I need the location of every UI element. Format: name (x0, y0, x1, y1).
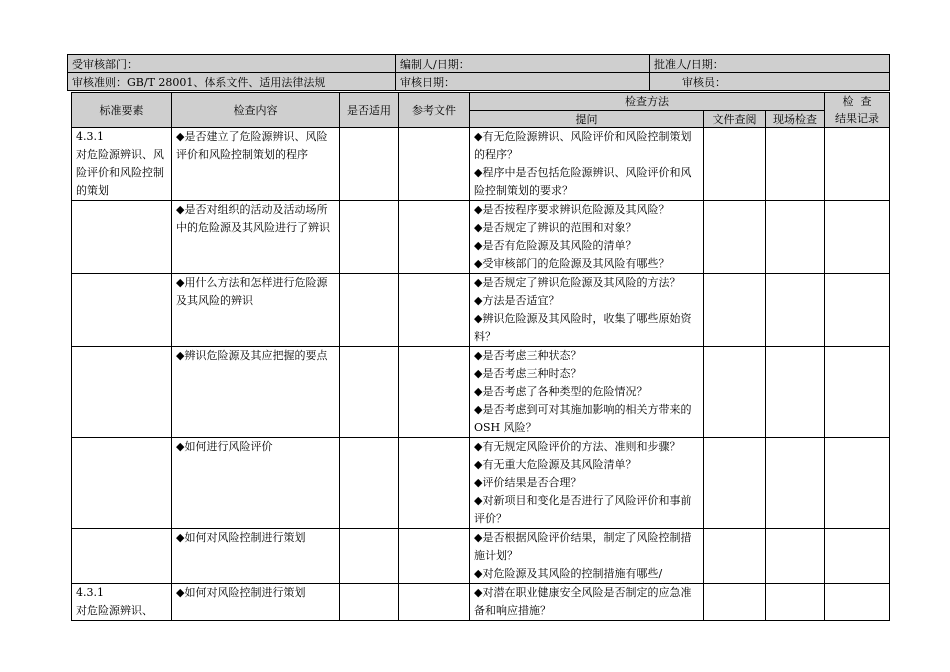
question-cell (470, 438, 704, 529)
site-check-cell (766, 201, 825, 274)
question-item: ◆对潜在职业健康安全风险是否制定的应急准备和响应措施？ (474, 586, 692, 617)
approver-date-label: 批准人/日期： (650, 55, 890, 73)
reference-cell (399, 438, 470, 529)
content-cell: ◆辨识危险源及其应把握的要点 (172, 347, 340, 438)
table-row (72, 274, 890, 347)
header-row-1 (68, 55, 890, 73)
table-row (72, 128, 890, 201)
content-cell: ◆用什么方法和怎样进行危险源及其风险的辨识 (172, 274, 340, 347)
result-cell (825, 274, 890, 347)
content-cell: ◆是否对组织的活动及活动场所中的危险源及其风险进行了辨识 (172, 201, 340, 274)
col-doc-review: 文件查阅 (704, 110, 766, 128)
col-applicable: 是否适用 (340, 93, 399, 128)
doc-review-cell (704, 584, 766, 621)
question-item: ◆是否考虑到可对其施加影响的相关方带来的 OSH 风险？ (474, 403, 692, 434)
dept-label: 受审核部门： (68, 55, 396, 73)
question-cell (470, 274, 704, 347)
site-check-cell (766, 529, 825, 584)
doc-review-cell (704, 529, 766, 584)
audit-date-label: 审核日期： (396, 73, 650, 91)
doc-review-cell (704, 438, 766, 529)
element-cell (72, 347, 172, 438)
site-check-cell (766, 274, 825, 347)
element-cell (72, 529, 172, 584)
question-item: ◆方法是否适宜？ (474, 294, 560, 307)
col-content: 检查内容 (172, 93, 340, 128)
element-name: 对危险源辨识、 (76, 604, 153, 617)
applicable-cell (340, 438, 399, 529)
audit-checklist-table (71, 92, 890, 621)
table-row (72, 201, 890, 274)
question-item: ◆是否考虑了各种类型的危险情况？ (474, 385, 648, 398)
question-cell (470, 529, 704, 584)
question-item: ◆是否根据风险评价结果，制定了风险控制措施计划？ (474, 531, 692, 562)
col-result-line2: 结果记录 (835, 112, 880, 125)
applicable-cell (340, 529, 399, 584)
applicable-cell (340, 128, 399, 201)
applicable-cell (340, 584, 399, 621)
question-item: ◆是否考虑三种时态？ (474, 367, 582, 380)
col-element: 标准要素 (72, 93, 172, 128)
question-item: ◆是否规定了辨识危险源及其风险的方法？ (474, 276, 681, 289)
content-cell: ◆如何进行风险评价 (172, 438, 340, 529)
table-row (72, 438, 890, 529)
editor-date-label: 编制人/日期： (396, 55, 650, 73)
reference-cell (399, 584, 470, 621)
element-cell (72, 201, 172, 274)
site-check-cell (766, 347, 825, 438)
result-cell (825, 438, 890, 529)
table-row (72, 529, 890, 584)
site-check-cell (766, 128, 825, 201)
reference-cell (399, 529, 470, 584)
doc-review-cell (704, 128, 766, 201)
site-check-cell (766, 584, 825, 621)
col-result-line1: 检 查 (842, 95, 872, 108)
question-item: ◆是否按程序要求辨识危险源及其风险？ (474, 203, 670, 216)
result-cell (825, 201, 890, 274)
auditor-label: 审核员： (650, 73, 890, 91)
question-item: ◆有无规定风险评价的方法、准则和步骤？ (474, 440, 681, 453)
column-header-row-1 (72, 93, 890, 111)
question-item: ◆程序中是否包括危险源辨识、风险评价和风险控制策划的要求？ (474, 166, 692, 197)
content-cell: ◆是否建立了危险源辨识、风险评价和风险控制策划的程序 (172, 128, 340, 201)
applicable-cell (340, 201, 399, 274)
result-cell (825, 529, 890, 584)
result-cell (825, 347, 890, 438)
doc-review-cell (704, 347, 766, 438)
col-question: 提问 (470, 110, 704, 128)
question-cell (470, 347, 704, 438)
result-cell (825, 584, 890, 621)
header-row-2 (68, 73, 890, 91)
question-cell (470, 584, 704, 621)
table-row (72, 347, 890, 438)
element-cell (72, 128, 172, 201)
col-method: 检查方法 (470, 93, 825, 111)
header-info-table (67, 54, 890, 91)
site-check-cell (766, 438, 825, 529)
element-code: 4.3.1 (76, 130, 104, 143)
question-item: ◆是否考虑三种状态？ (474, 349, 582, 362)
element-cell (72, 438, 172, 529)
element-cell (72, 274, 172, 347)
reference-cell (399, 347, 470, 438)
question-item: ◆辨识危险源及其风险时，收集了哪些原始资料？ (474, 312, 692, 343)
element-name: 对危险源辨识、风险评价和风险控制的策划 (76, 148, 164, 197)
col-site-check: 现场检查 (766, 110, 825, 128)
content-cell: ◆如何对风险控制进行策划 (172, 584, 340, 621)
question-cell (470, 128, 704, 201)
question-item: ◆受审核部门的危险源及其风险有哪些？ (474, 257, 670, 270)
question-item: ◆有无危险源辨识、风险评价和风险控制策划的程序？ (474, 130, 692, 161)
result-cell (825, 128, 890, 201)
doc-review-cell (704, 201, 766, 274)
reference-cell (399, 201, 470, 274)
reference-cell (399, 274, 470, 347)
element-cell (72, 584, 172, 621)
doc-review-cell (704, 274, 766, 347)
question-item: ◆对危险源及其风险的控制措施有哪些/ (474, 567, 663, 580)
question-item: ◆评价结果是否合理？ (474, 476, 582, 489)
question-cell (470, 201, 704, 274)
question-item: ◆是否有危险源及其风险的清单？ (474, 239, 637, 252)
question-item: ◆是否规定了辨识的范围和对象？ (474, 221, 637, 234)
content-cell: ◆如何对风险控制进行策划 (172, 529, 340, 584)
applicable-cell (340, 274, 399, 347)
col-result (825, 93, 890, 128)
reference-cell (399, 128, 470, 201)
question-item: ◆有无重大危险源及其风险清单？ (474, 458, 637, 471)
table-row (72, 584, 890, 621)
applicable-cell (340, 347, 399, 438)
checklist-body (72, 128, 890, 621)
element-code: 4.3.1 (76, 586, 104, 599)
audit-criteria-label: 审核准则：GB/T 28001、体系文件、适用法律法规 (68, 73, 396, 91)
col-reference: 参考文件 (399, 93, 470, 128)
question-item: ◆对新项目和变化是否进行了风险评价和事前评价？ (474, 494, 692, 525)
